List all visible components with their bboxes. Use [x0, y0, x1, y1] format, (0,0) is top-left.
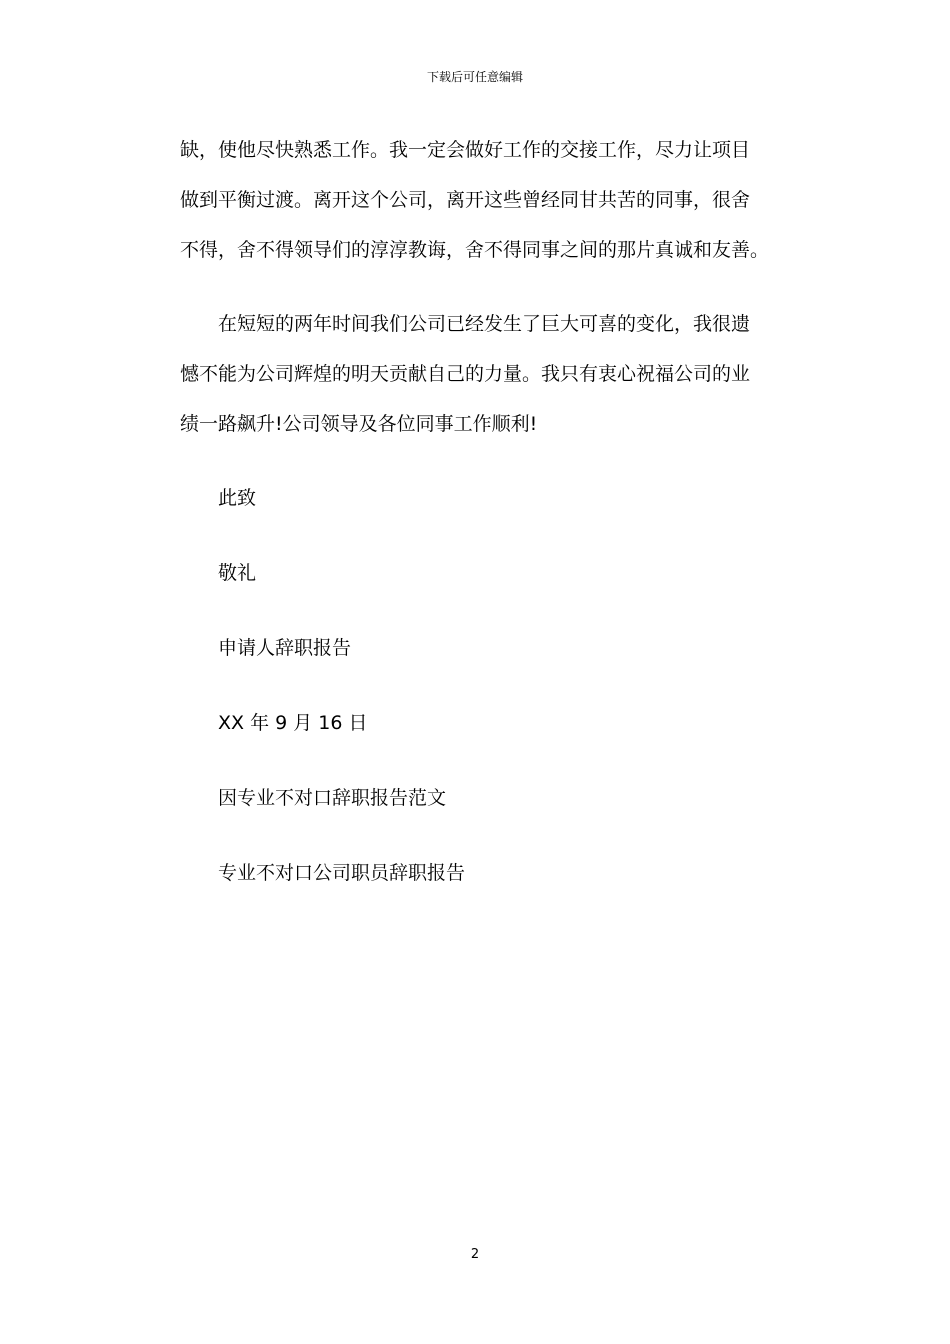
paragraph1-line2: 做到平衡过渡。离开这个公司，离开这些曾经同甘共苦的同事，很舍: [180, 189, 751, 211]
page-header-note: 下载后可任意编辑: [426, 70, 523, 84]
paragraph2-line2: 憾不能为公司辉煌的明天贡献自己的力量。我只有衷心祝福公司的业: [180, 363, 751, 385]
related-title-2: 专业不对口公司职员辞职报告: [218, 862, 466, 884]
paragraph1-line3: 不得，舍不得领导们的淳淳教诲，舍不得同事之间的那片真诚和友善。: [180, 239, 770, 261]
date-line: XX 年 9 月 16 日: [218, 712, 368, 734]
paragraph2-line1: 在短短的两年时间我们公司已经发生了巨大可喜的变化，我很遗: [218, 313, 751, 335]
paragraph1-line1: 缺，使他尽快熟悉工作。我一定会做好工作的交接工作，尽力让项目: [180, 139, 751, 161]
closing-salutation: 此致: [218, 487, 257, 509]
related-title-1: 因专业不对口辞职报告范文: [218, 787, 447, 809]
paragraph2-line3: 绩一路飙升!公司领导及各位同事工作顺利!: [180, 413, 538, 435]
page-number: 2: [470, 1247, 480, 1262]
closing-regards: 敬礼: [218, 562, 257, 584]
signature-line: 申请人辞职报告: [218, 637, 352, 659]
